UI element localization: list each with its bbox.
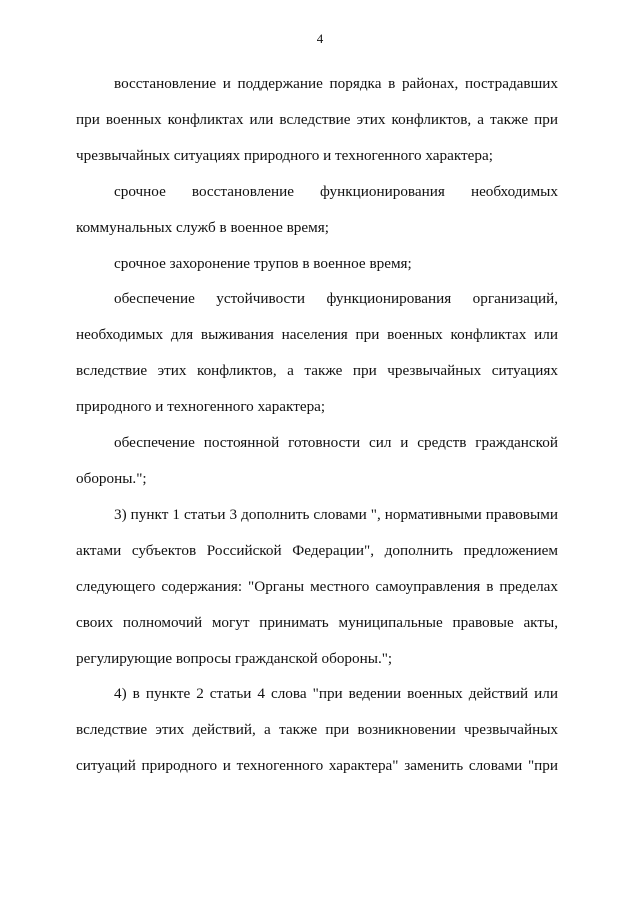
paragraph-burial: срочное захоронение трупов в военное время;: [114, 254, 412, 272]
paragraph-civil-defense-readiness: обеспечение постоянной готовности сил и средств гражданской обороны.";: [76, 434, 558, 487]
page-number: 4: [316, 31, 324, 46]
paragraph-item-3: 3) пункт 1 статьи 3 дополнить словами ", нормативными правовыми актами субъектов Российской Федерации", дополнить предложением следующего содержания: "Органы местного самоуправления в пределах своих полномочий могут принимать муниципальные правовые акты, регулирующие вопросы гражданской обороны.";: [76, 505, 558, 667]
paragraph-restore-order: восстановление и поддержание порядка в районах, пострадавших при военных конфликтах или вследствие этих конфликтов, а также при чрезвычайных ситуациях природного и техногенного характера;: [76, 75, 558, 164]
document-body: [76, 66, 558, 784]
paragraph-organization-stability: обеспечение устойчивости функционирования организаций, необходимых для выживания населения при военных конфликтах или вследствие этих конфликтов, а также при чрезвычайных ситуациях природного и техногенного характера;: [76, 290, 558, 416]
paragraph-restore-utilities: срочное восстановление функционирования необходимых коммунальных служб в военное время;: [76, 182, 558, 236]
paragraph-item-4: 4) в пункте 2 статьи 4 слова "при ведении военных действий или вследствие этих действий, а также при возникновении чрезвычайных ситуаций природного и техногенного характера" заменить словами "при: [76, 685, 558, 775]
